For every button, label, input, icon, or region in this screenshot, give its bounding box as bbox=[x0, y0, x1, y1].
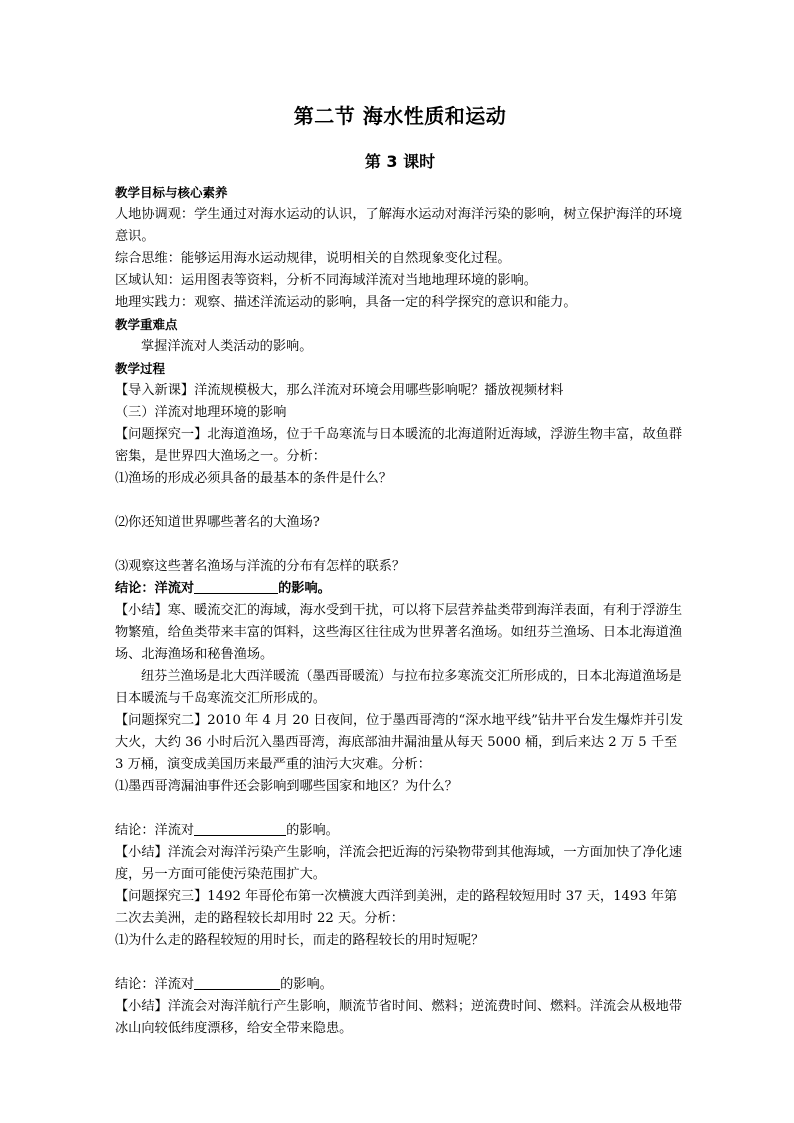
question-2-item: ⑴墨西哥湾漏油事件还会影响到哪些国家和地区？为什么？ bbox=[115, 779, 458, 794]
question-1-item: ⑵你还知道世界哪些著名的大渔场? bbox=[115, 515, 320, 530]
conclusion-2-prefix: 结论：洋流对 bbox=[115, 823, 195, 838]
summary-1-detail: 纽芬兰渔场是北大西洋暖流（墨西哥暖流）与拉布拉多寒流交汇所形成的，日本北海道渔场是日本暖流与千岛寒流交汇所形成的。 bbox=[115, 669, 682, 706]
answer-blank[interactable] bbox=[194, 975, 280, 990]
key-heading: 教学重难点 bbox=[115, 317, 178, 332]
conclusion-1-suffix: 的影响。 bbox=[278, 581, 331, 596]
answer-blank[interactable] bbox=[194, 579, 278, 594]
conclusion-2 bbox=[115, 820, 685, 842]
conclusion-1 bbox=[115, 578, 685, 600]
goal-item: 综合思维：能够运用海水运动规律，说明相关的自然现象变化过程。 bbox=[115, 251, 511, 266]
document-page bbox=[115, 100, 685, 1040]
question-3-text: 【问题探究三】1492 年哥伦布第一次横渡大西洋到美洲，走的路程较短用时 37 天，1493 年第二次去美洲，走的路程较长却用时 22 天。分析： bbox=[115, 889, 678, 926]
goal-item: 人地协调观：学生通过对海水运动的认识，了解海水运动对海洋污染的影响，树立保护海洋的环境意识。 bbox=[115, 207, 683, 244]
conclusion-3 bbox=[115, 974, 685, 996]
page-subtitle: 第 3 课时 bbox=[364, 152, 436, 171]
intro-paragraph: 【导入新课】洋流规模极大，那么洋流对环境会用哪些影响呢？播放视频材料 bbox=[115, 383, 564, 398]
conclusion-3-prefix: 结论：洋流对 bbox=[115, 977, 195, 992]
summary-2: 【小结】洋流会对海洋污染产生影响，洋流会把近海的污染物带到其他海域，一方面加快了净化速度，另一方面可能使污染范围扩大。 bbox=[115, 845, 683, 882]
goal-item: 区域认知：运用图表等资料，分析不同海域洋流对当地地理环境的影响。 bbox=[115, 273, 537, 288]
key-point: 掌握洋流对人类活动的影响。 bbox=[141, 339, 313, 354]
summary-3: 【小结】洋流会对海洋航行产生影响，顺流节省时间、燃料；逆流费时间、燃料。洋流会从极地带冰山向较低纬度漂移，给安全带来隐患。 bbox=[115, 999, 683, 1036]
conclusion-1-prefix: 结论：洋流对 bbox=[115, 581, 195, 596]
question-1-text: 【问题探究一】北海道渔场，位于千岛寒流与日本暖流的北海道附近海域，浮游生物丰富，故鱼群密集，是世界四大渔场之一。分析： bbox=[115, 427, 683, 464]
question-1-item: ⑶观察这些著名渔场与洋流的分布有怎样的联系？ bbox=[115, 559, 406, 574]
goal-item: 地理实践力：观察、描述洋流运动的影响，具备一定的科学探究的意识和能力。 bbox=[115, 295, 577, 310]
process-heading: 教学过程 bbox=[115, 361, 166, 376]
summary-1: 【小结】寒、暖流交汇的海域，海水受到干扰，可以将下层营养盐类带到海洋表面，有利于浮游生物繁殖，给鱼类带来丰富的饵料，这些海区往往成为世界著名渔场。如纽芬兰渔场、日本北海道渔场、北海渔场和秘鲁渔场。 bbox=[115, 603, 683, 662]
section-heading: （三）洋流对地理环境的影响 bbox=[115, 405, 287, 420]
conclusion-3-suffix: 的影响。 bbox=[280, 977, 333, 992]
question-1-item: ⑴渔场的形成必须具备的最基本的条件是什么？ bbox=[115, 471, 392, 486]
page-title: 第二节 海水性质和运动 bbox=[293, 104, 507, 128]
question-3-item: ⑴为什么走的路程较短的用时长，而走的路程较长的用时短呢？ bbox=[115, 933, 485, 948]
conclusion-2-suffix: 的影响。 bbox=[286, 823, 339, 838]
goals-heading: 教学目标与核心素养 bbox=[115, 185, 228, 200]
question-2-text: 【问题探究二】2010 年 4 月 20 日夜间，位于墨西哥湾的“深水地平线”钻井平台发生爆炸并引发大火，大约 36 小时后沉入墨西哥湾，海底部油井漏油量从每天 5000 桶，到后来达 2 万 5 千至 3 万桶，演变成美国历来最严重的油污大灾难。分析： bbox=[115, 713, 683, 772]
answer-blank[interactable] bbox=[194, 821, 286, 836]
